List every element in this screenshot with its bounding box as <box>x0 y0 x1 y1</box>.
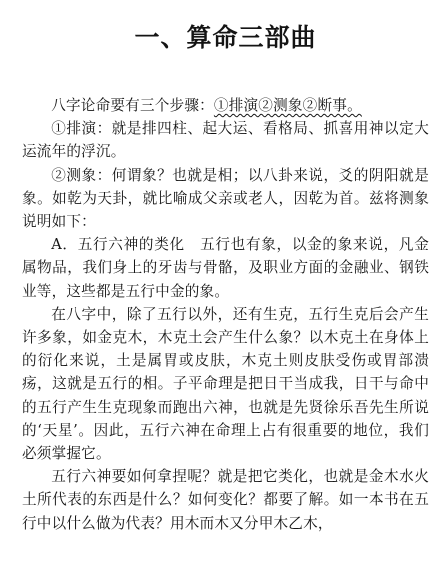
three-steps-list: ①排演②测象②断事。 <box>213 97 362 114</box>
paragraph-three-steps <box>22 94 429 117</box>
three-steps-lead: 八字论命要有三个步骤： <box>51 97 214 114</box>
paragraph-wuxing-liushen: A．五行六神的类化 五行也有象，以金的象来说，凡金属物品，我们身上的牙齿与骨骼，及职业方面的金融业、钢铁业等，这些都是五行中金的象。 <box>22 236 429 300</box>
chapter-title: 一、算命三部曲 <box>134 23 317 52</box>
paragraph-shengke: 在八字中，除了五行以外，还有生克，五行生克后会产生许多象，如金克木，木克土会产生什么象？以木克土在身体上的衍化来说，土是属胃或皮肤，木克土则皮肤受伤或胃部溃疡，这就是五行的相。子平命理是把日干当成我，日干与命中的五行产生生克现象而跑出六神，也就是先贤徐乐吾先生所说的‘天星’。因此，五行六神在命理上占有很重要的地位，我们必须掌握它。 <box>22 305 429 463</box>
paragraph-cexiang: ②测象：何谓象？也就是相；以八卦来说，爻的阴阳就是象。如乾为天卦，就比喻成父亲或老人，因乾为首。兹将测象说明如下： <box>22 166 429 231</box>
paragraph-paiyan: ①排演：就是排四柱、起大运、看格局、抓喜用神以定大运流年的浮沉。 <box>22 120 429 161</box>
paragraph-leihua: 五行六神要如何拿捏呢？就是把它类化，也就是金木水火土所代表的东西是什么？如何变化？都要了解。如一本书在五行中以什么做为代表？用木而木又分甲木乙木， <box>22 468 429 532</box>
